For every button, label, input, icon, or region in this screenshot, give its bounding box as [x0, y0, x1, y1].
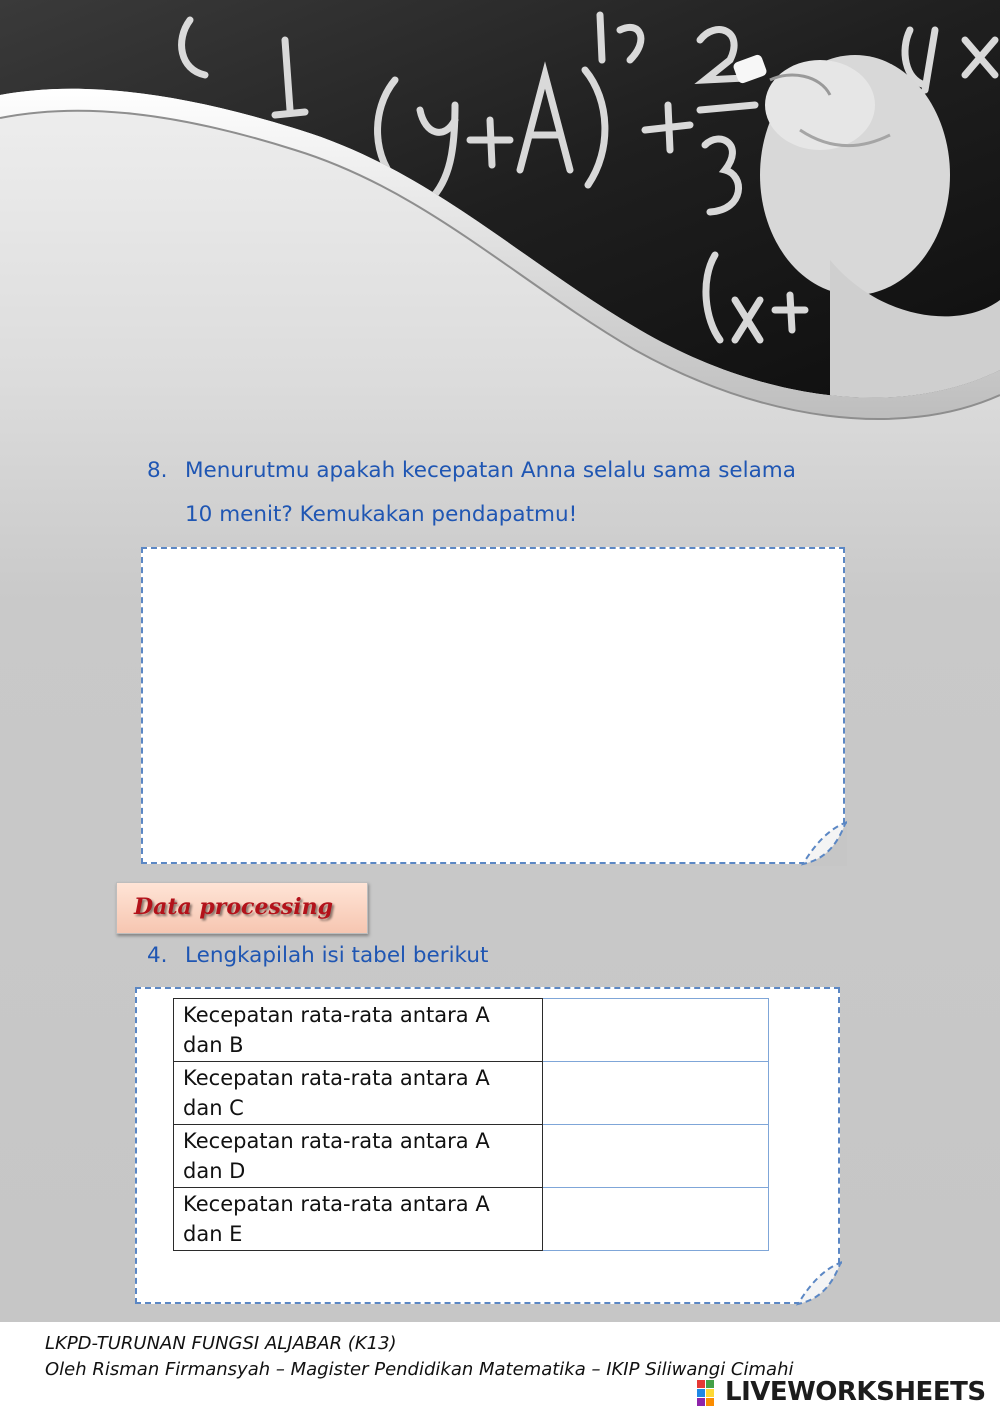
footer-author: Oleh Risman Firmansyah – Magister Pendidikan Matematika – IKIP Siliwangi Cimahi — [45, 1359, 794, 1380]
table-row — [174, 1062, 769, 1125]
table-row — [174, 999, 769, 1062]
answer-box-question-8[interactable] — [141, 547, 845, 864]
page-curl-icon — [801, 820, 847, 866]
question-8-number: 8. — [147, 458, 168, 483]
page-footer — [0, 1322, 1000, 1413]
liveworksheets-logo-text: LIVEWORKSHEETS — [725, 1377, 986, 1407]
table-answer-cell[interactable] — [543, 1125, 769, 1188]
table-row-label: Kecepatan rata-rata antara A dan C — [174, 1062, 543, 1125]
section-label-text: Data processing — [134, 894, 333, 920]
table-answer-cell[interactable] — [543, 999, 769, 1062]
page-curl-icon — [796, 1260, 842, 1306]
average-speed-table — [173, 998, 769, 1251]
table-row — [174, 1125, 769, 1188]
question-4-text: Lengkapilah isi tabel berikut — [185, 943, 489, 968]
question-4 — [147, 934, 867, 978]
table-row-label: Kecepatan rata-rata antara A dan D — [174, 1125, 543, 1188]
table-answer-cell[interactable] — [543, 1062, 769, 1125]
section-label-data-processing — [116, 882, 368, 934]
question-8-line1: Menurutmu apakah kecepatan Anna selalu sama selama — [185, 458, 796, 483]
footer-title: LKPD-TURUNAN FUNGSI ALJABAR (K13) — [45, 1333, 397, 1354]
table-answer-cell[interactable] — [543, 1188, 769, 1251]
chalkboard-header-image — [0, 0, 1000, 430]
table-row-label: Kecepatan rata-rata antara A dan B — [174, 999, 543, 1062]
question-8-line2: 10 menit? Kemukakan pendapatmu! — [185, 502, 578, 527]
liveworksheets-logo-icon — [697, 1380, 723, 1406]
question-8 — [147, 449, 867, 537]
liveworksheets-logo — [697, 1377, 997, 1409]
table-row-label: Kecepatan rata-rata antara A dan E — [174, 1188, 543, 1251]
question-4-number: 4. — [147, 943, 168, 968]
table-row — [174, 1188, 769, 1251]
